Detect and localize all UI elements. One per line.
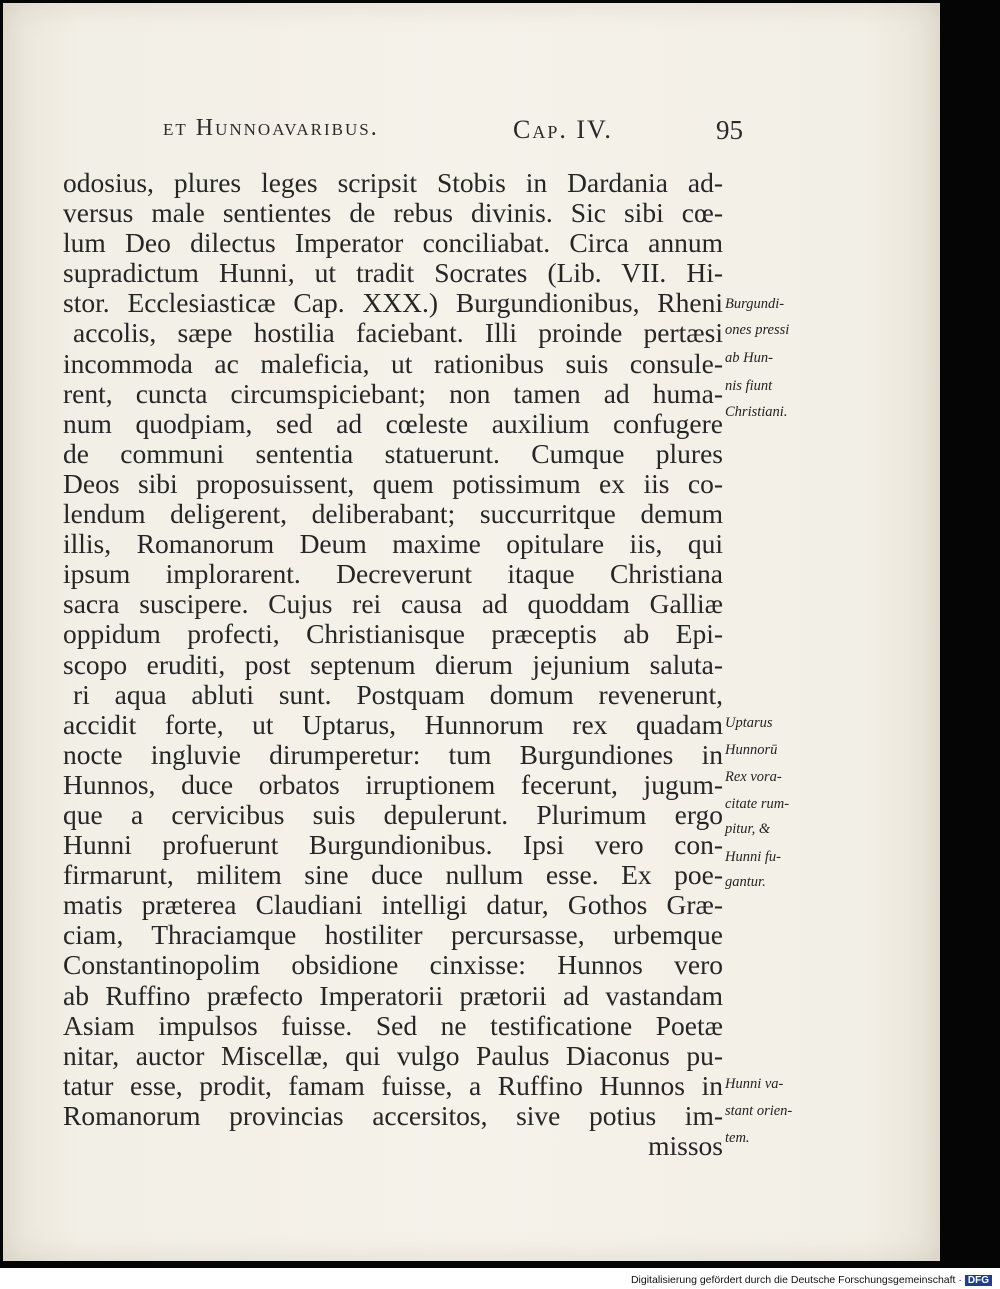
margin-note: gantur. [725,874,766,890]
text-line: firmarunt, militem sine duce nullum esse. Ex poe- [63,859,723,891]
margin-note: ab Hun- [725,350,773,366]
text-line: Deos sibi proposuissent, quem potissimum ex iis co- [63,467,723,499]
text-line: ri aqua abluti sunt. Postquam domum revenerunt, [73,678,723,710]
text-line: oppidum profecti, Christianisque præceptis ab Epi- [63,618,723,650]
margin-note: Uptarus [725,715,773,731]
text-line: rent, cuncta circumspiciebant; non tamen ad huma- [63,377,723,409]
margin-note: pitur, & [725,821,771,837]
text-line: nocte ingluvie dirumperetur: tum Burgundiones in [63,738,723,770]
footer-credit [631,1274,992,1286]
margin-note: tem. [725,1130,750,1146]
text-line: Hunni profuerunt Burgundionibus. Ipsi vero con- [63,829,723,861]
text-line: missos [648,1130,723,1161]
running-head [163,115,743,145]
text-line: scopo eruditi, post septenum dierum jejunium saluta- [63,648,723,680]
text-line: ciam, Thraciamque hostiliter percursasse, urbemque [63,919,723,951]
footer-text: Digitalisierung gefördert durch die Deutsche Forschungsgemeinschaft · [630,1274,962,1286]
text-line: supradictum Hunni, ut tradit Socrates (Lib. VII. Hi- [63,257,723,289]
text-line: accidit forte, ut Uptarus, Hunnorum rex quadam [63,708,723,740]
text-line: tatur esse, prodit, famam fuisse, a Ruffino Hunnos in [63,1069,723,1101]
body-text [63,168,723,1161]
margin-note: citate rum- [725,796,790,812]
margin-note: Hunni fu- [725,849,781,865]
text-line: Romanorum provincias accersitos, sive potius im- [63,1099,723,1131]
text-line: que a cervicibus suis depulerunt. Plurimum ergo [63,798,723,830]
text-line: nitar, auctor Miscellæ, qui vulgo Paulus Diaconus pu- [63,1039,723,1071]
text-line: incommoda ac maleficia, ut rationibus suis consule- [63,347,723,379]
running-title: et Hunnoavaribus. [163,115,379,141]
margin-note: Rex vora- [725,769,782,785]
margin-note: Hunnorū [725,742,778,758]
text-line: de communi sententia statuerunt. Cumque plures [63,437,723,469]
margin-note: Hunni va- [725,1076,784,1092]
book-page [3,3,940,1261]
text-line: num quodpiam, sed ad cœleste auxilium confugere [63,407,723,439]
text-line: odosius, plures leges scripsit Stobis in Dardania ad- [63,167,723,198]
text-line: versus male sentientes de rebus divinis. Sic sibi cœ- [63,197,723,229]
margin-note: nis fiunt [725,378,773,394]
text-line: lendum deligerent, deliberabant; succurritque demum [63,498,723,530]
text-line: sacra suscipere. Cujus rei causa ad quoddam Galliæ [63,588,723,620]
text-line: Constantinopolim obsidione cinxisse: Hunnos vero [63,949,723,981]
chapter-label: Cap. IV. [513,115,613,144]
text-line: matis præterea Claudiani intelligi datur, Gothos Græ- [63,889,723,921]
margin-note: stant orien- [725,1103,793,1119]
text-line: ab Ruffino præfecto Imperatorii prætorii ad vastandam [63,979,723,1011]
text-line: illis, Romanorum Deum maxime opitulare iis, qui [63,528,723,560]
margin-note: ones pressi [725,322,790,338]
text-line: Asiam impulsos fuisse. Sed ne testificatione Poetæ [63,1009,723,1041]
text-line: ipsum implorarent. Decreverunt itaque Christiana [63,558,723,590]
page-number: 95 [716,115,743,145]
text-line: Hunnos, duce orbatos irruptionem fecerunt, jugum- [63,768,723,800]
margin-note: Burgundi- [725,296,785,312]
text-line: accolis, sæpe hostilia faciebant. Illi proinde pertæsi [73,317,723,349]
margin-note: Christiani. [725,404,788,420]
text-line: stor. Ecclesiasticæ Cap. XXX.) Burgundionibus, Rheni [63,287,723,319]
text-line: lum Deo dilectus Imperator conciliabat. Circa annum [63,227,723,259]
dfg-logo: DFG [965,1275,992,1286]
